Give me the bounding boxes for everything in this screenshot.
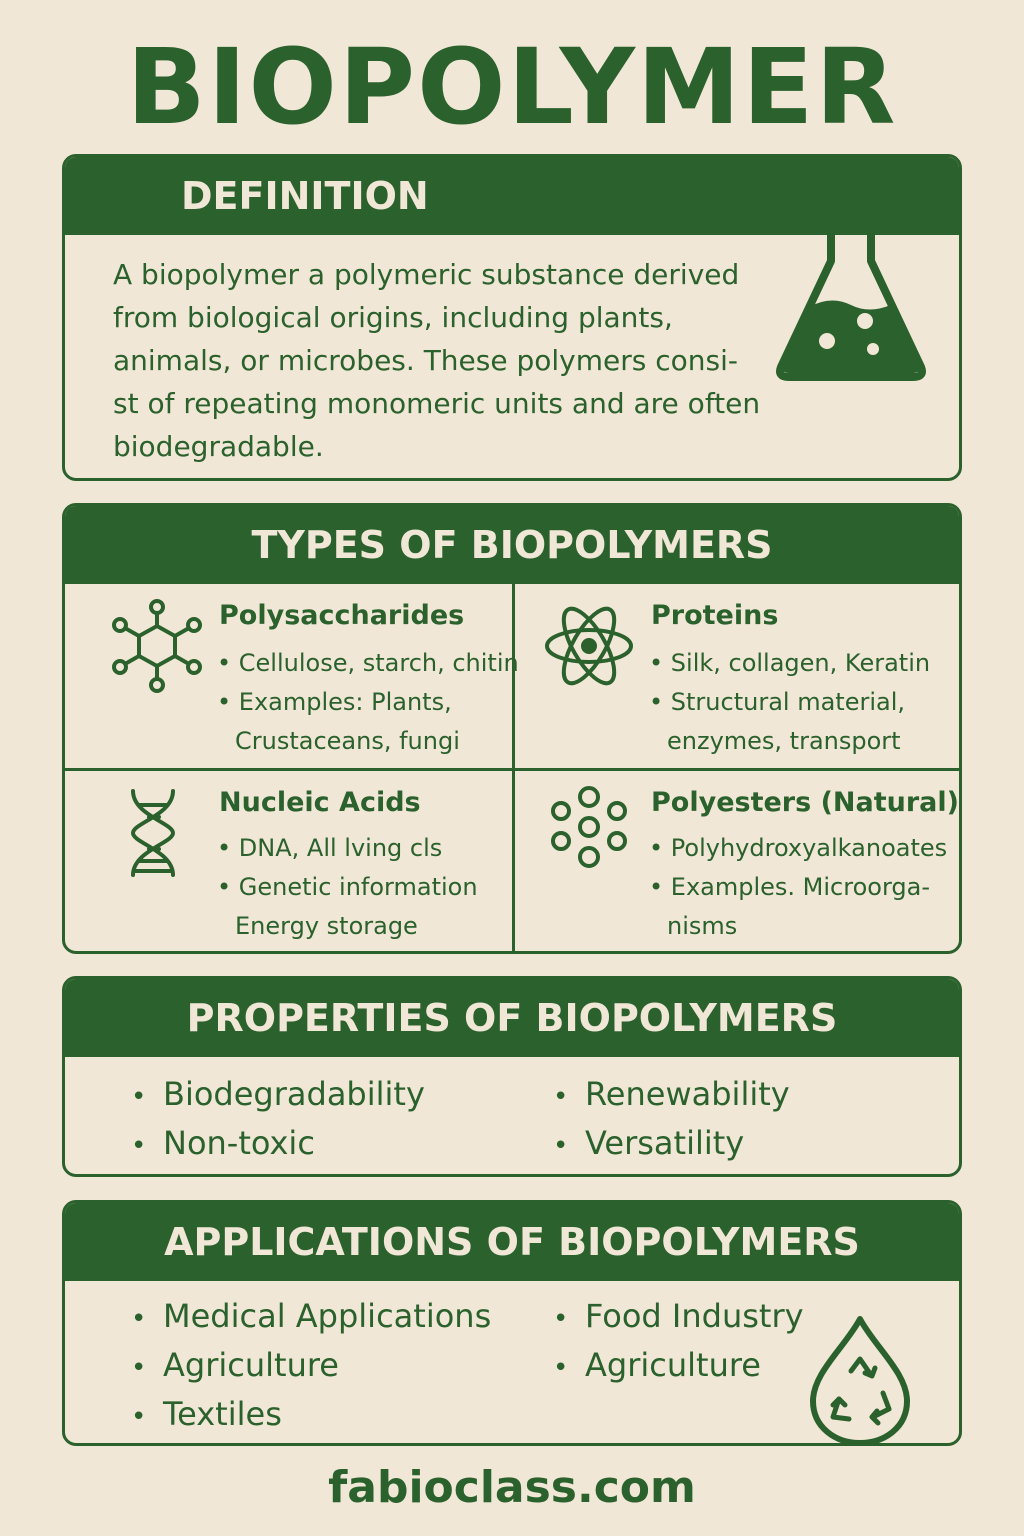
list-item: • Biodegradability	[131, 1071, 425, 1120]
list-item: • Medical Applications	[131, 1293, 491, 1342]
type-line: • DNA, All lving cls	[217, 834, 443, 862]
properties-heading: PROPERTIES OF BIOPOLYMERS	[65, 979, 959, 1057]
types-grid	[65, 584, 959, 951]
definition-line: A biopolymer a polymeric substance derived	[113, 258, 740, 291]
type-lines	[217, 829, 517, 946]
definition-line: biodegradable.	[113, 430, 324, 463]
type-lines	[649, 829, 949, 946]
definition-heading: DEFINITION	[65, 157, 959, 235]
type-line: • Cellulose, starch, chitin	[217, 649, 519, 677]
definition-line: st of repeating monomeric units and are often	[113, 387, 761, 420]
properties-card	[62, 976, 962, 1177]
type-line: • Examples: Plants,	[217, 688, 452, 716]
definition-text	[113, 253, 803, 468]
list-item: • Food Industry	[553, 1293, 804, 1342]
type-line: Crustaceans, fungi	[235, 727, 460, 755]
type-lines	[217, 644, 517, 761]
atom-icon	[541, 598, 637, 694]
properties-list-right	[553, 1071, 790, 1169]
molecule-icon	[109, 598, 205, 694]
type-line: Energy storage	[235, 912, 418, 940]
definition-card	[62, 154, 962, 481]
list-item: • Renewability	[553, 1071, 790, 1120]
type-cell-nucleic-acids	[65, 768, 512, 952]
definition-line: from biological origins, including plants,	[113, 301, 673, 334]
type-title: Nucleic Acids	[219, 787, 421, 818]
list-item: • Agriculture	[131, 1342, 491, 1391]
list-item: • Agriculture	[553, 1342, 804, 1391]
page-title: BIOPOLYMER	[126, 26, 898, 148]
type-title: Polyesters (Natural)	[651, 787, 959, 818]
type-line: • Genetic information	[217, 873, 478, 901]
type-cell-proteins	[512, 584, 959, 768]
applications-list-right	[553, 1293, 804, 1391]
list-item: • Textiles	[131, 1391, 491, 1440]
footer-site-link[interactable]: fabioclass.com	[328, 1462, 696, 1513]
type-lines	[649, 644, 949, 761]
types-heading: TYPES OF BIOPOLYMERS	[65, 506, 959, 584]
list-item: • Non-toxic	[131, 1120, 425, 1169]
type-line: • Examples. Microorga-	[649, 873, 930, 901]
type-cell-polysaccharides	[65, 584, 519, 768]
type-line: • Silk, collagen, Keratin	[649, 649, 931, 677]
list-item: • Versatility	[553, 1120, 790, 1169]
applications-card	[62, 1200, 962, 1446]
dna-icon	[105, 785, 201, 881]
type-line: • Structural material,	[649, 688, 905, 716]
type-title: Proteins	[651, 600, 779, 631]
type-cell-polyesters	[512, 768, 959, 952]
applications-list-left	[131, 1293, 491, 1440]
type-line: • Polyhydroxyalkanoates	[649, 834, 948, 862]
types-card	[62, 503, 962, 954]
applications-heading: APPLICATIONS OF BIOPOLYMERS	[65, 1203, 959, 1281]
type-title: Polysaccharides	[219, 600, 465, 631]
recycle-drop-icon	[805, 1313, 915, 1446]
type-line: enzymes, transport	[667, 727, 901, 755]
definition-line: animals, or microbes. These polymers consi-	[113, 344, 738, 377]
bubbles-icon	[541, 785, 637, 881]
properties-list-left	[131, 1071, 425, 1169]
flask-icon	[771, 191, 931, 387]
type-line: nisms	[667, 912, 738, 940]
